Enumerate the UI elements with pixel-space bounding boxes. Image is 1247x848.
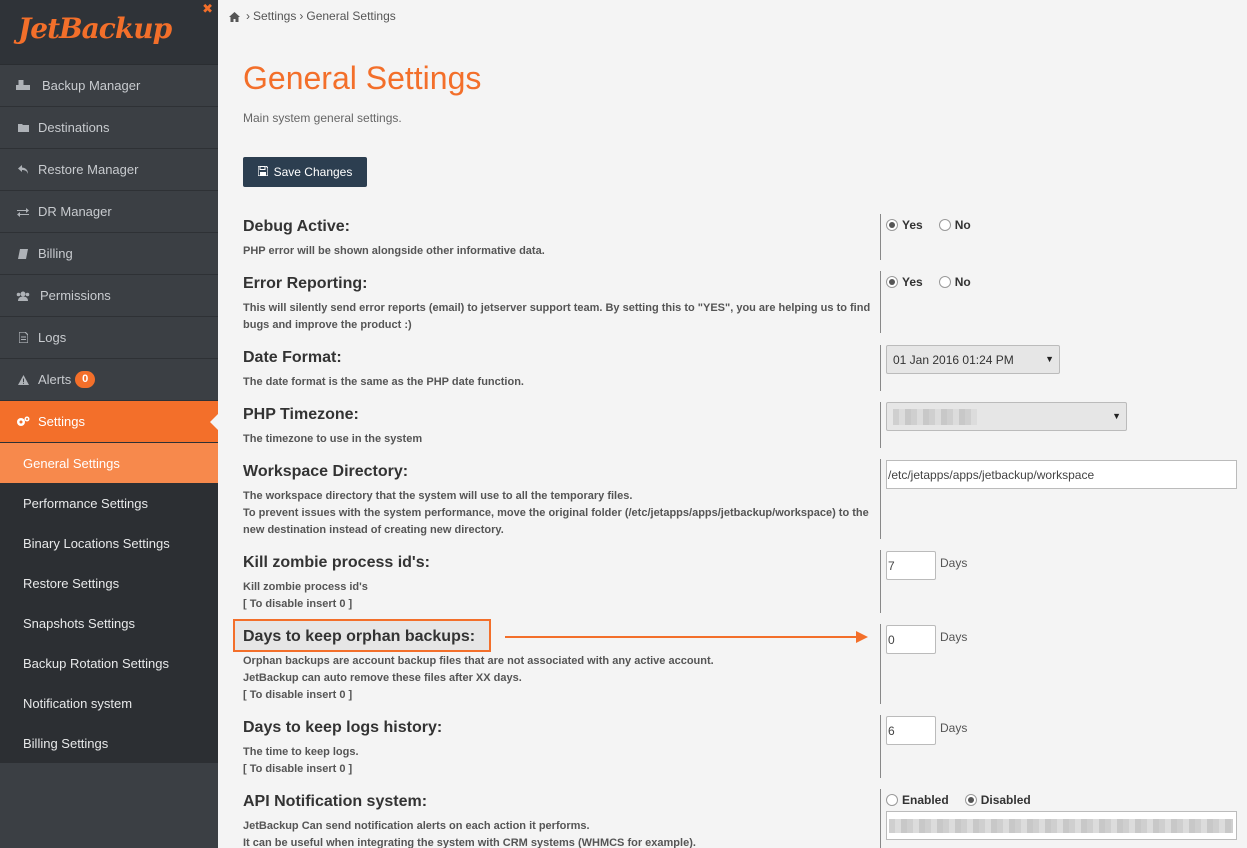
divider [880, 402, 881, 448]
exchange-icon [12, 207, 34, 217]
sidebar-item-billing[interactable] [0, 233, 218, 275]
setting-description: This will silently send error reports (email) to jetserver support team. By setting this to "YES", you are helping us to find bugs and improve the product :) [243, 302, 871, 331]
annotation-arrow-head [856, 631, 868, 643]
api-radio-group [886, 793, 1047, 807]
debug-yes-radio[interactable] [886, 219, 898, 231]
sidebar-item-label: Permissions [40, 288, 111, 303]
api-enabled-radio[interactable] [886, 794, 898, 806]
redacted-timezone-value [893, 409, 977, 425]
divider [880, 214, 881, 260]
description-line: [ To disable insert 0 ] [243, 598, 353, 610]
submenu-item-backup-rotation-settings[interactable]: Backup Rotation Settings [23, 655, 169, 671]
sidebar-item-label: Destinations [38, 120, 110, 135]
timezone-control [886, 402, 1127, 431]
radio-label: Yes [902, 218, 923, 232]
submenu-item-binary-locations-settings[interactable]: Binary Locations Settings [23, 535, 170, 551]
sidebar-item-alerts[interactable] [0, 359, 218, 401]
setting-label: Days to keep orphan backups: [243, 628, 476, 645]
zombie-days-input[interactable]: 7 [886, 551, 936, 580]
close-icon[interactable]: ✖ [202, 1, 213, 16]
debug-no-radio[interactable] [939, 219, 951, 231]
submenu-item-notification-system[interactable]: Notification system [23, 695, 133, 711]
setting-description: The timezone to use in the system [243, 433, 423, 445]
orphan-days-input[interactable]: 0 [886, 625, 936, 654]
alerts-count-badge: 0 [75, 371, 95, 388]
save-button-label: Save Changes [273, 165, 353, 179]
logs-days-input[interactable]: 6 [886, 716, 936, 745]
orphan-control [886, 625, 967, 654]
save-changes-button[interactable] [243, 157, 367, 187]
sidebar-item-logs[interactable] [0, 317, 218, 359]
api-url-control [886, 811, 1237, 840]
breadcrumb-separator: › [299, 9, 304, 23]
submenu-item-general-settings[interactable]: General Settings [0, 443, 218, 483]
error-reporting-no-radio[interactable] [939, 276, 951, 288]
cogs-icon [12, 416, 34, 427]
page-title: General Settings [243, 60, 482, 96]
sidebar-item-label: Settings [38, 414, 85, 429]
debug-radio-group [886, 218, 987, 232]
error-reporting-radio-group [886, 275, 987, 289]
setting-description [243, 488, 877, 539]
workspace-control [886, 460, 1237, 489]
redacted-api-url [889, 819, 1233, 833]
workspace-directory-input[interactable]: /etc/jetapps/apps/jetbackup/workspace [886, 460, 1237, 489]
description-line: JetBackup Can send notification alerts on each action it performs. [243, 820, 590, 832]
setting-description [243, 653, 873, 704]
divider [880, 345, 881, 391]
logs-control [886, 716, 967, 745]
radio-label: No [954, 218, 971, 232]
breadcrumb [229, 9, 396, 23]
date-format-control [886, 345, 1060, 374]
sidebar-item-settings[interactable] [0, 401, 218, 443]
divider [880, 459, 881, 539]
error-reporting-yes-radio[interactable] [886, 276, 898, 288]
submenu-item-performance-settings[interactable]: Performance Settings [23, 495, 149, 511]
sidebar-item-label: DR Manager [38, 204, 112, 219]
description-line: Orphan backups are account backup files that are not associated with any active account. [243, 655, 714, 667]
setting-label: Days to keep logs history: [243, 719, 443, 736]
setting-description [243, 744, 873, 778]
setting-description [243, 818, 873, 848]
sidebar [0, 0, 218, 848]
setting-label: Debug Active: [243, 218, 350, 235]
radio-label: Enabled [902, 793, 949, 807]
setting-description: PHP error will be shown alongside other informative data. [243, 245, 545, 257]
undo-icon [12, 165, 34, 175]
save-icon [258, 165, 268, 179]
cubes-icon [12, 80, 34, 91]
page-subtitle: Main system general settings. [243, 111, 402, 125]
days-unit-label: Days [940, 720, 968, 735]
divider [880, 624, 881, 704]
folder-icon [12, 123, 34, 132]
sidebar-item-label: Backup Manager [42, 78, 141, 93]
sidebar-item-permissions[interactable] [0, 275, 218, 317]
breadcrumb-settings[interactable]: Settings [253, 9, 297, 23]
divider [880, 789, 881, 848]
submenu-item-snapshots-settings[interactable]: Snapshots Settings [23, 615, 136, 631]
setting-description: The date format is the same as the PHP date function. [243, 376, 524, 388]
divider [880, 271, 881, 333]
logo-area [0, 0, 218, 65]
date-format-select[interactable] [886, 345, 1060, 374]
zombie-control [886, 551, 967, 580]
breadcrumb-separator: › [246, 9, 250, 23]
description-line: To prevent issues with the system performance, move the original folder (/etc/jetapps/apps/jetbackup/workspace) to the new destination instead of creating new directory. [243, 507, 869, 536]
chevron-down-icon: ▼ [1045, 354, 1054, 364]
annotation-arrow [505, 636, 859, 638]
api-url-input[interactable] [886, 811, 1237, 840]
sidebar-item-label: Billing [38, 246, 73, 261]
setting-label: Workspace Directory: [243, 463, 409, 480]
description-line: [ To disable insert 0 ] [243, 763, 353, 775]
book-icon [12, 249, 34, 259]
description-line: [ To disable insert 0 ] [243, 689, 353, 701]
description-line: It can be useful when integrating the system with CRM systems (WHMCS for example). [243, 837, 696, 848]
users-icon [12, 291, 34, 301]
divider [880, 550, 881, 613]
sidebar-item-label: Alerts [38, 372, 72, 387]
chevron-down-icon: ▼ [1112, 411, 1121, 421]
sidebar-item-label: Logs [38, 330, 67, 345]
setting-label: Error Reporting: [243, 275, 368, 292]
api-disabled-radio[interactable] [965, 794, 977, 806]
settings-submenu [0, 443, 218, 763]
radio-label: Disabled [980, 793, 1031, 807]
divider [880, 715, 881, 778]
sidebar-item-backup-manager[interactable] [0, 65, 218, 107]
sidebar-item-destinations[interactable] [0, 107, 218, 149]
description-line: Kill zombie process id's [243, 581, 368, 593]
setting-label: Kill zombie process id's: [243, 554, 430, 571]
setting-label: PHP Timezone: [243, 406, 359, 423]
description-line: The workspace directory that the system will use to all the temporary files. [243, 490, 633, 502]
warning-icon [12, 375, 34, 385]
days-unit-label: Days [940, 629, 968, 644]
description-line: The time to keep logs. [243, 746, 359, 758]
days-unit-label: Days [940, 555, 968, 570]
breadcrumb-general-settings[interactable]: General Settings [306, 9, 396, 23]
radio-label: No [954, 275, 971, 289]
setting-label: API Notification system: [243, 793, 428, 810]
submenu-item-billing-settings[interactable]: Billing Settings [23, 735, 109, 751]
sidebar-item-dr-manager[interactable] [0, 191, 218, 233]
select-value: 01 Jan 2016 01:24 PM [893, 352, 1014, 367]
setting-label: Date Format: [243, 349, 342, 366]
radio-label: Yes [902, 275, 923, 289]
jetbackup-logo: JetBackup [18, 12, 172, 45]
setting-description [243, 579, 873, 613]
timezone-select[interactable] [886, 402, 1127, 431]
sidebar-item-label: Restore Manager [38, 162, 139, 177]
main-content [218, 0, 1247, 848]
sidebar-item-restore-manager[interactable] [0, 149, 218, 191]
home-icon[interactable] [229, 11, 240, 21]
file-icon [12, 332, 34, 343]
submenu-item-restore-settings[interactable]: Restore Settings [23, 575, 120, 591]
description-line: JetBackup can auto remove these files after XX days. [243, 672, 522, 684]
